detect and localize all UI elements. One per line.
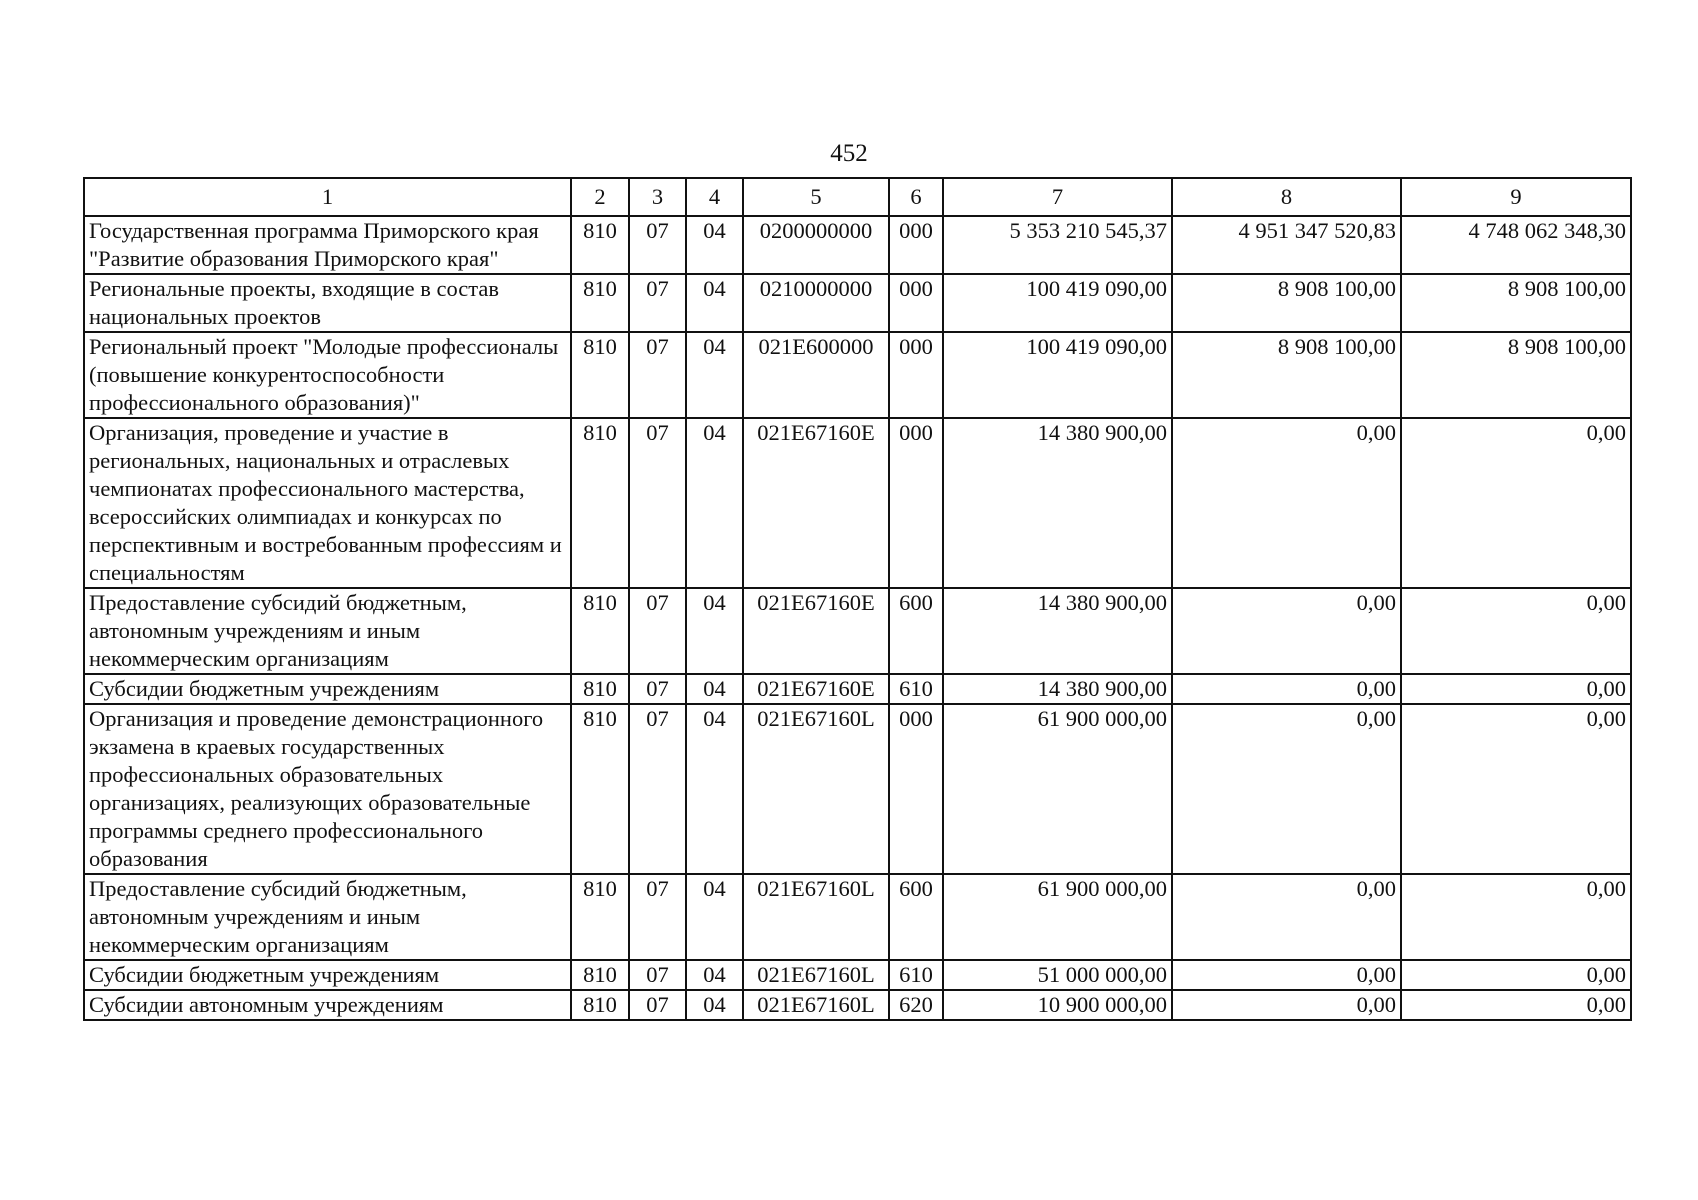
table-row [84, 332, 1631, 418]
amount-col8: 4 951 347 520,83 [1172, 216, 1401, 274]
code-target: 021E67160L [743, 704, 889, 874]
code-target: 0210000000 [743, 274, 889, 332]
column-header: 2 [571, 178, 629, 216]
amount-col9: 0,00 [1401, 960, 1631, 990]
code-ministry: 810 [571, 274, 629, 332]
table-row [84, 674, 1631, 704]
table-row [84, 274, 1631, 332]
code-section: 07 [629, 332, 686, 418]
row-name: Субсидии автономным учреждениям [84, 990, 571, 1020]
table-row [84, 588, 1631, 674]
row-name: Предоставление субсидий бюджетным, автономным учреждениям и иным некоммерческим организациям [84, 588, 571, 674]
table-row [84, 990, 1631, 1020]
code-section: 07 [629, 588, 686, 674]
amount-col8: 0,00 [1172, 990, 1401, 1020]
code-expense-type: 000 [889, 704, 943, 874]
code-section: 07 [629, 874, 686, 960]
column-header: 1 [84, 178, 571, 216]
amount-col7: 100 419 090,00 [943, 332, 1172, 418]
row-name: Организация, проведение и участие в региональных, национальных и отраслевых чемпионатах профессионального мастерства, всероссийских олимпиадах и конкурсах по перспективным и востребованным профессиям и специальностям [84, 418, 571, 588]
code-subsection: 04 [686, 990, 743, 1020]
amount-col7: 51 000 000,00 [943, 960, 1172, 990]
code-target: 021E67160E [743, 418, 889, 588]
code-target: 021E67160E [743, 674, 889, 704]
amount-col7: 61 900 000,00 [943, 874, 1172, 960]
table-row [84, 216, 1631, 274]
amount-col7: 14 380 900,00 [943, 418, 1172, 588]
code-expense-type: 000 [889, 216, 943, 274]
page-number: 452 [830, 140, 868, 167]
amount-col9: 0,00 [1401, 704, 1631, 874]
code-ministry: 810 [571, 874, 629, 960]
code-ministry: 810 [571, 960, 629, 990]
amount-col9: 0,00 [1401, 990, 1631, 1020]
row-name: Государственная программа Приморского края "Развитие образования Приморского края" [84, 216, 571, 274]
amount-col7: 10 900 000,00 [943, 990, 1172, 1020]
amount-col7: 14 380 900,00 [943, 588, 1172, 674]
column-header: 7 [943, 178, 1172, 216]
amount-col7: 61 900 000,00 [943, 704, 1172, 874]
code-target: 021E67160E [743, 588, 889, 674]
code-expense-type: 600 [889, 874, 943, 960]
code-subsection: 04 [686, 332, 743, 418]
code-subsection: 04 [686, 216, 743, 274]
amount-col7: 100 419 090,00 [943, 274, 1172, 332]
column-header: 8 [1172, 178, 1401, 216]
amount-col8: 0,00 [1172, 874, 1401, 960]
amount-col9: 0,00 [1401, 418, 1631, 588]
amount-col8: 0,00 [1172, 960, 1401, 990]
code-ministry: 810 [571, 418, 629, 588]
code-expense-type: 610 [889, 960, 943, 990]
row-name: Субсидии бюджетным учреждениям [84, 960, 571, 990]
amount-col8: 0,00 [1172, 588, 1401, 674]
row-name: Региональные проекты, входящие в состав национальных проектов [84, 274, 571, 332]
row-name: Субсидии бюджетным учреждениям [84, 674, 571, 704]
code-expense-type: 000 [889, 274, 943, 332]
code-subsection: 04 [686, 874, 743, 960]
budget-table [83, 177, 1632, 1021]
amount-col9: 0,00 [1401, 588, 1631, 674]
amount-col9: 0,00 [1401, 674, 1631, 704]
code-subsection: 04 [686, 704, 743, 874]
code-target: 021E67160L [743, 960, 889, 990]
amount-col9: 0,00 [1401, 874, 1631, 960]
code-expense-type: 000 [889, 332, 943, 418]
table-row [84, 874, 1631, 960]
code-subsection: 04 [686, 418, 743, 588]
amount-col8: 8 908 100,00 [1172, 332, 1401, 418]
amount-col8: 0,00 [1172, 674, 1401, 704]
amount-col7: 14 380 900,00 [943, 674, 1172, 704]
amount-col8: 8 908 100,00 [1172, 274, 1401, 332]
code-expense-type: 610 [889, 674, 943, 704]
code-section: 07 [629, 990, 686, 1020]
table-row [84, 704, 1631, 874]
row-name: Региональный проект "Молодые профессионалы (повышение конкурентоспособности профессионального образования)" [84, 332, 571, 418]
code-ministry: 810 [571, 332, 629, 418]
row-name: Организация и проведение демонстрационного экзамена в краевых государственных профессиональных образовательных организациях, реализующих образовательные программы среднего профессионального образования [84, 704, 571, 874]
code-subsection: 04 [686, 588, 743, 674]
code-ministry: 810 [571, 704, 629, 874]
code-ministry: 810 [571, 216, 629, 274]
code-ministry: 810 [571, 990, 629, 1020]
amount-col9: 8 908 100,00 [1401, 332, 1631, 418]
code-target: 021E600000 [743, 332, 889, 418]
amount-col9: 4 748 062 348,30 [1401, 216, 1631, 274]
code-subsection: 04 [686, 674, 743, 704]
amount-col7: 5 353 210 545,37 [943, 216, 1172, 274]
code-target: 021E67160L [743, 874, 889, 960]
code-subsection: 04 [686, 274, 743, 332]
table-row [84, 418, 1631, 588]
code-section: 07 [629, 704, 686, 874]
column-header: 4 [686, 178, 743, 216]
code-ministry: 810 [571, 674, 629, 704]
code-target: 021E67160L [743, 990, 889, 1020]
code-expense-type: 600 [889, 588, 943, 674]
code-section: 07 [629, 418, 686, 588]
code-ministry: 810 [571, 588, 629, 674]
code-expense-type: 620 [889, 990, 943, 1020]
code-section: 07 [629, 274, 686, 332]
table-row [84, 960, 1631, 990]
code-subsection: 04 [686, 960, 743, 990]
column-header: 5 [743, 178, 889, 216]
row-name: Предоставление субсидий бюджетным, автономным учреждениям и иным некоммерческим организациям [84, 874, 571, 960]
code-target: 0200000000 [743, 216, 889, 274]
code-section: 07 [629, 674, 686, 704]
header-row [84, 178, 1631, 216]
amount-col8: 0,00 [1172, 418, 1401, 588]
amount-col8: 0,00 [1172, 704, 1401, 874]
amount-col9: 8 908 100,00 [1401, 274, 1631, 332]
column-header: 9 [1401, 178, 1631, 216]
code-section: 07 [629, 960, 686, 990]
code-expense-type: 000 [889, 418, 943, 588]
column-header: 3 [629, 178, 686, 216]
code-section: 07 [629, 216, 686, 274]
column-header: 6 [889, 178, 943, 216]
